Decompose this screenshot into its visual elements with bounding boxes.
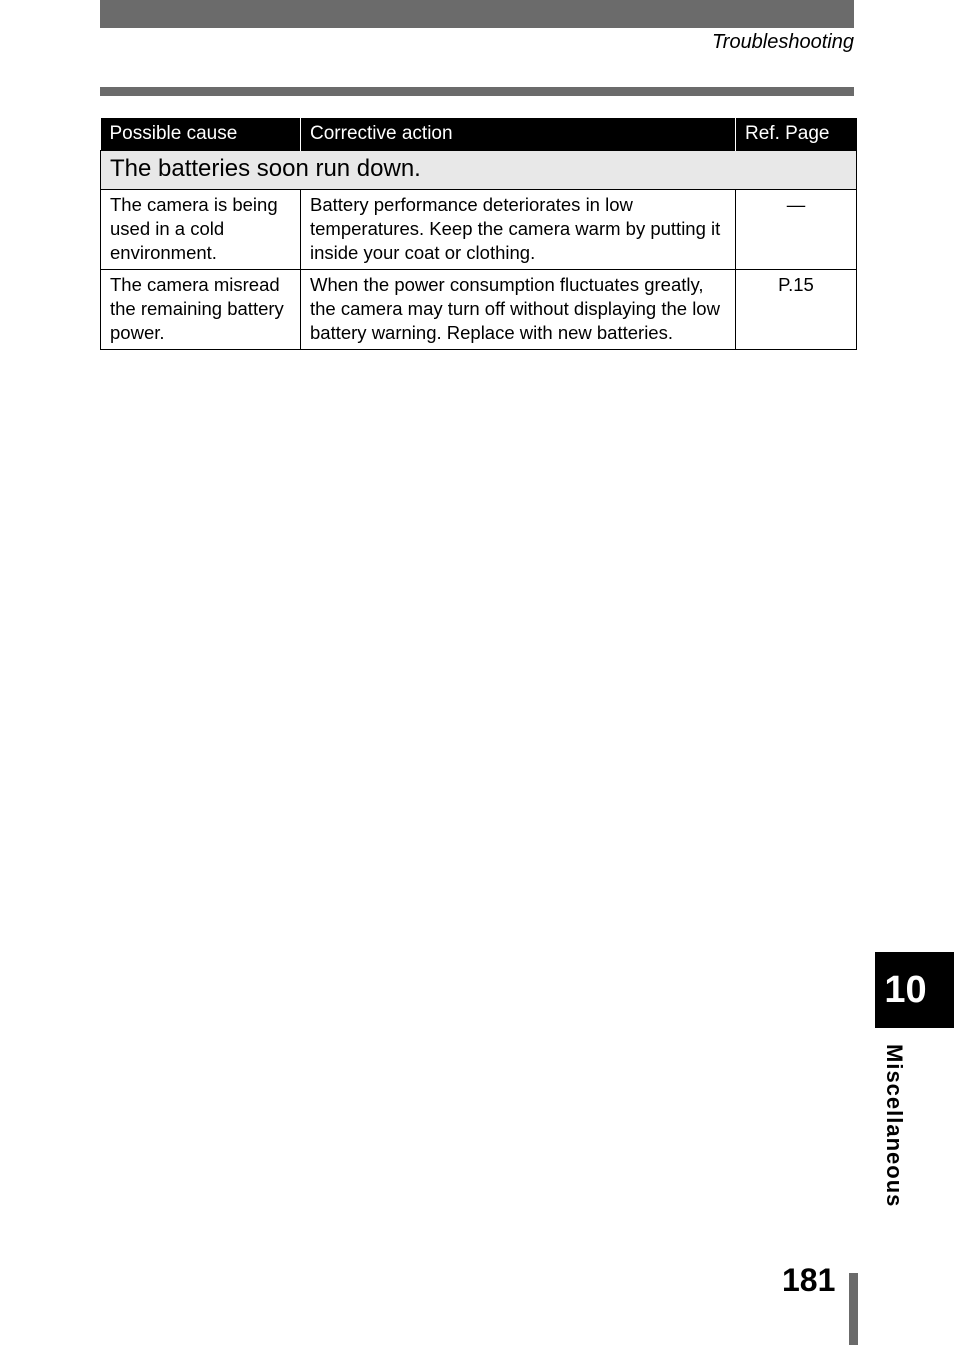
section-heading: The batteries soon run down.: [101, 150, 857, 189]
cause-cell: The camera misread the remaining battery power.: [101, 269, 301, 349]
column-header-action: Corrective action: [301, 118, 736, 150]
page-number-bar: [849, 1273, 858, 1345]
action-cell: When the power consumption fluctuates greatly, the camera may turn off without displaying the low battery warning. Replace with new batteries.: [301, 269, 736, 349]
table-row: [101, 269, 857, 349]
cause-cell: The camera is being used in a cold environment.: [101, 189, 301, 269]
troubleshooting-table: [100, 118, 857, 350]
column-header-cause: Possible cause: [101, 118, 301, 150]
header-rule-bar: [100, 87, 854, 96]
action-cell: Battery performance deteriorates in low temperatures. Keep the camera warm by putting it inside your coat or clothing.: [301, 189, 736, 269]
chapter-label: Miscellaneous: [882, 1044, 907, 1208]
running-header: Troubleshooting: [712, 31, 854, 53]
ref-page-cell: —: [736, 189, 857, 269]
ref-page-cell: P.15: [736, 269, 857, 349]
page-number: 181: [782, 1262, 836, 1298]
chapter-number-tab: [875, 952, 954, 1028]
top-decorative-bar: [100, 0, 854, 28]
section-heading-row: [101, 150, 857, 189]
table-row: [101, 189, 857, 269]
table-header-row: [101, 118, 857, 150]
chapter-number: 10: [884, 968, 927, 1011]
column-header-ref-page: Ref. Page: [736, 118, 857, 150]
